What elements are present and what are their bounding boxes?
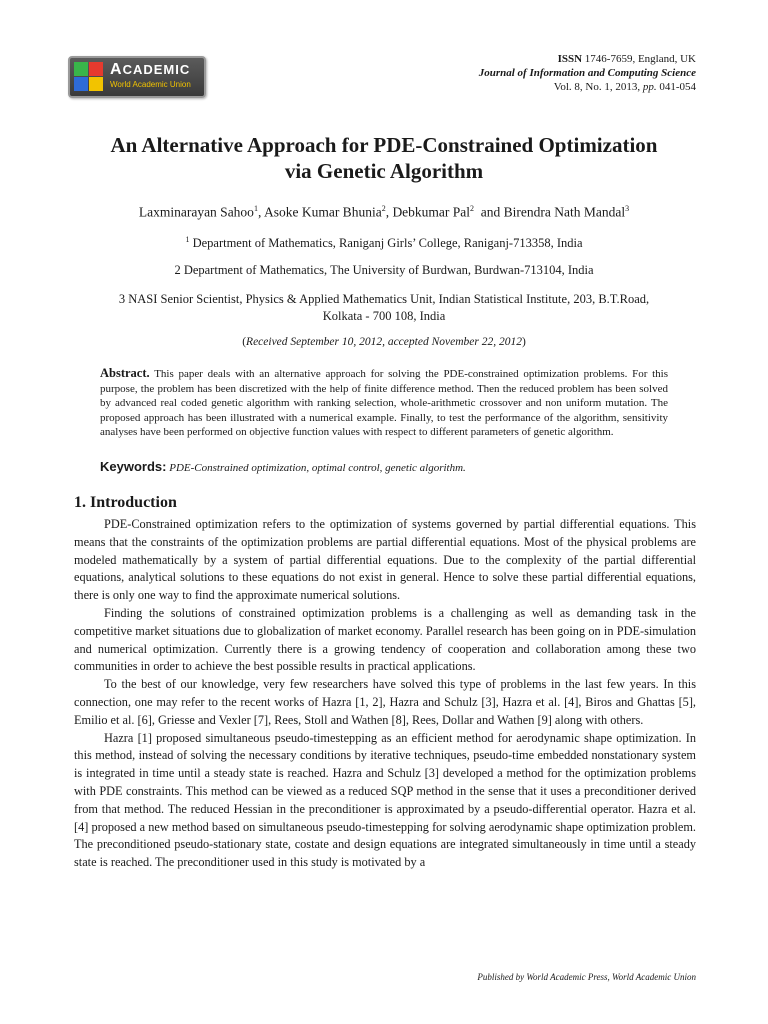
author-sep-2: , (385, 204, 393, 220)
affiliation-3 (40, 291, 728, 325)
author-2: Asoke Kumar Bhunia (263, 204, 382, 220)
paragraph-2: Finding the solutions of constrained optimization problems is a challenging as well as demanding task in the competitive market situations due to globalization of market economy. Parallel research has been going on in PDE-simulation and numerical optimization. Currently there is a growing tendency of cooperation and collaboration among these two communities in order to achieve the best possible results in practical applications. (74, 605, 696, 674)
logo-name: ACADEMIC (110, 61, 191, 78)
author-3-sup: 2 (470, 204, 475, 213)
author-1-sup: 1 (253, 204, 258, 213)
volume: Vol. 8, No. 1, 2013, (553, 81, 641, 93)
logo-mark-icon (74, 62, 104, 92)
affiliation-1 (40, 231, 728, 252)
paragraph-4: Hazra [1] proposed simultaneous pseudo-timestepping as an efficient method for aerodynamic shape optimization. In this method, instead of solving the necessary conditions by iterative techniques, pseudo-time embedded nonstationary system is integrated in time until a steady state is reached. Hazra and Schulz [3] developed a method for the optimization problems with PDE constraints. This method can be viewed as a reduced SQP method in the sense that it uses a preconditioner derived from that method. The reduced Hessian in the preconditioner is approximated by a pseudo-differential operator. Hazra et al. [4] proposed a new method based on simultaneous pseudo-timestepping for solving aerodynamic shape optimization problem. The preconditioned pseudo-stationary state, costate and design equations are integrated simultaneously in time until a steady state is reached. The preconditioner used in this study is motivated by a (74, 730, 696, 870)
affiliation-3-line-1: 3 NASI Senior Scientist, Physics & Applied Mathematics Unit, Indian Statistical Institute, 203, B.T.Road, (118, 292, 650, 306)
affiliation-3-line-2: Kolkata - 700 108, India (322, 309, 446, 323)
paper-title (40, 132, 728, 184)
affiliation-1-sup: 1 (185, 235, 190, 244)
section-heading: 1. Introduction (74, 494, 177, 511)
affiliation-1-text: Department of Mathematics, Raniganj Girls’ College, Raniganj-713358, India (192, 236, 583, 251)
keywords-label: Keywords: (100, 459, 167, 474)
volume-line (479, 80, 696, 94)
title-line-1: An Alternative Approach for PDE-Constrained Optimization (110, 133, 658, 157)
author-list (40, 204, 728, 221)
issn-line (479, 52, 696, 66)
author-4-sup: 3 (625, 204, 630, 213)
received-text: Received September 10, 2012, accepted November 22, 2012 (246, 336, 522, 348)
paragraph-1: PDE-Constrained optimization refers to the optimization of systems governed by partial differential equations. This means that the constraints of the optimization problems are partial differential equations. Most of the physical problems are modeled mathematically by a system of partial differential equations. Due to the complexity of the partial differential equations, analytical solutions to these equations do not exist in general. Hence to solve these partial differential equations, there is only one way to find the approximate numerical solutions. (74, 517, 696, 603)
paragraph-3: To the best of our knowledge, very few researchers have solved this type of problems in the last few years. In this connection, one may refer to the recent works of Hazra [1, 2], Hazra and Schulz [3], Hazra et al. [4], Biros and Ghattas [5], Emilio et al. [6], Griesse and Vexler [7], Rees, Stoll and Wathen [8], Rees, Dollar and Wathen [9] along with others. (74, 677, 696, 727)
author-1: Laxminarayan Sahoo (138, 204, 254, 220)
author-4: Birendra Nath Mandal (503, 204, 626, 220)
keywords (100, 459, 668, 474)
title-line-2: via Genetic Algorithm (284, 159, 484, 183)
issn-label: ISSN (557, 53, 583, 65)
keywords-text: PDE-Constrained optimization, optimal control, genetic algorithm. (169, 462, 466, 474)
journal-info (479, 52, 696, 94)
author-sep-1: , (257, 204, 264, 220)
abstract (100, 366, 668, 440)
logo-subtitle: World Academic Union (110, 80, 191, 89)
abstract-text: This paper deals with an alternative approach for solving the PDE-constrained optimization problems. For this purpose, the problem has been discretized with the help of finite difference method. Then the reduced problem has been solved by advanced real coded genetic algorithm with ranking selection, whole-arithmetic crossover and non uniform mutation. The proposed approach has been illustrated with a numerical example. Finally, to test the performance of the algorithm, sensitivity analyses have been performed on objective function values with respect to different parameters of genetic algorithm. (100, 368, 668, 439)
page-footer: Published by World Academic Press, World Academic Union (477, 972, 696, 982)
section-body (74, 516, 696, 872)
abstract-label: Abstract. (100, 366, 150, 380)
author-2-sup: 2 (381, 204, 386, 213)
received-dates: (Received September 10, 2012, accepted November 22, 2012) (242, 336, 526, 348)
affiliation-2: 2 Department of Mathematics, The University of Burdwan, Burdwan-713104, India (174, 263, 594, 277)
pages: 041-054 (659, 81, 696, 93)
pages-label: pp. (642, 81, 657, 93)
journal-name: Journal of Information and Computing Science (478, 67, 696, 79)
issn-text: 1746-7659, England, UK (584, 53, 696, 65)
publisher-logo (68, 56, 206, 98)
author-3: Debkumar Pal (392, 204, 471, 220)
author-sep-3: and (474, 204, 504, 220)
